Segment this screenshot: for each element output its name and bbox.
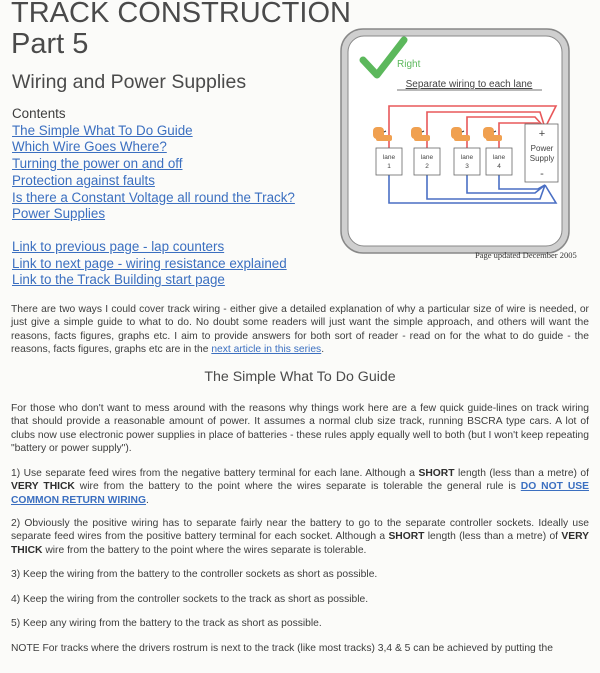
contents-link-which-wire[interactable]: Which Wire Goes Where?	[12, 139, 167, 155]
emphasis-very-thick: VERY THICK	[11, 481, 75, 493]
lane-box-4	[486, 148, 512, 175]
lane-number: 2	[425, 163, 429, 170]
note-paragraph: NOTE For tracks where the drivers rostrum is next to the track (like most tracks) 3,4 & 5 can be achieved by putting the	[11, 643, 553, 654]
rule-2-text: length (less than a metre) of	[424, 531, 562, 543]
lane-word: lane	[420, 154, 434, 161]
verdict-label: Right	[397, 59, 421, 70]
plus-terminal: +	[538, 128, 546, 140]
contents-link-power-supplies[interactable]: Power Supplies	[12, 206, 106, 222]
rule-1	[11, 467, 589, 507]
lane-box-3	[454, 148, 480, 175]
page-title-line2: Part 5	[11, 28, 89, 60]
next-article-link[interactable]: next article in this series	[211, 344, 322, 356]
contents-link-simple-guide[interactable]: The Simple What To Do Guide	[12, 122, 193, 138]
contents-link-protection[interactable]: Protection against faults	[12, 172, 155, 188]
rule-2	[11, 517, 589, 557]
minus-terminal: -	[540, 168, 544, 180]
rule-1-text: 1) Use separate feed wires from the negative battery terminal for each lane. Although a	[11, 468, 419, 479]
lane-word: lane	[382, 154, 396, 161]
emphasis-short: SHORT	[418, 468, 455, 479]
lane-number: 4	[497, 163, 501, 170]
lane-number: 3	[465, 163, 469, 170]
page-updated: Page updated December 2005	[475, 250, 577, 260]
lane-number: 1	[387, 163, 391, 170]
section-intro: For those who don't want to mess around with the reasons why things work here are a few quick guide-lines on track wiring that should provide a reasonable amount of power. It assumes a normal club size track, running BSCRA type cars. A lot of clubs now use electronic power supplies in place of batteries - these rules apply equally well to both (but I won't keep repeating "battery or power supply").	[11, 403, 589, 455]
rule-4: 4) Keep the wiring from the controller sockets to the track as short as possible.	[11, 594, 369, 605]
rule-2-text: 2) Obviously the positive wiring has to separate fairly near the battery to go to the separate controller sockets. Ideally use separate feed wires from the positive battery terminal for each socket. Although a	[11, 518, 589, 543]
lane-word: lane	[460, 154, 474, 161]
lane-box-2	[414, 148, 440, 175]
rule-1-text: length (less than a metre) of	[454, 468, 589, 479]
link-next-page[interactable]: Link to next page - wiring resistance explained	[12, 255, 287, 271]
emphasis-very-thick: VERY THICK	[11, 531, 589, 556]
diagram-caption: Separate wiring to each lane	[405, 79, 533, 90]
link-previous-page[interactable]: Link to previous page - lap counters	[12, 238, 225, 254]
link-start-page[interactable]: Link to the Track Building start page	[12, 272, 225, 288]
page-title-line1: TRACK CONSTRUCTION	[11, 0, 351, 29]
common-return-wiring-link[interactable]: DO NOT USE COMMON RETURN WIRING	[11, 481, 590, 506]
lane-word: lane	[492, 154, 506, 161]
page-subtitle: Wiring and Power Supplies	[12, 71, 247, 93]
wiring-diagram	[339, 27, 571, 255]
intro-end: .	[321, 344, 325, 356]
emphasis-short: SHORT	[388, 531, 425, 543]
lane-box-1	[376, 148, 402, 175]
page-title	[11, 0, 351, 60]
intro-paragraph	[11, 303, 589, 357]
rule-1-end: .	[146, 494, 149, 506]
rule-2-text: wire from the battery to the point where the wires separate is tolerable.	[42, 544, 367, 556]
contents-list	[12, 106, 295, 289]
rule-5: 5) Keep any wiring from the battery to the track as short as possible.	[11, 618, 322, 629]
intro-text: There are two ways I could cover track wiring - either give a detailed explanation of why a particular size of wire is needed, or just give a simple guide to what to do. No doubt some readers will just want the simple approach, and others will want the reasons, facts figures, graphs etc. I aim to provide answers for both sort of reader - read on for the what to do guide - the reasons, facts figures, graphs etc are in the	[11, 304, 589, 356]
contents-link-power-on-off[interactable]: Turning the power on and off	[12, 156, 183, 172]
power-supply-label-2: Supply	[529, 154, 555, 163]
section-heading: The Simple What To Do Guide	[204, 369, 396, 385]
power-supply-label-1: Power	[530, 144, 554, 153]
rule-1-text: wire from the battery to the point where the wires separate is tolerable the general rule is	[74, 481, 521, 493]
contents-label: Contents	[12, 106, 66, 121]
rule-3: 3) Keep the wiring from the battery to the controller sockets as short as possible.	[11, 569, 378, 580]
spacer	[12, 223, 295, 239]
contents-link-constant-voltage[interactable]: Is there a Constant Voltage all round the Track?	[12, 189, 295, 205]
